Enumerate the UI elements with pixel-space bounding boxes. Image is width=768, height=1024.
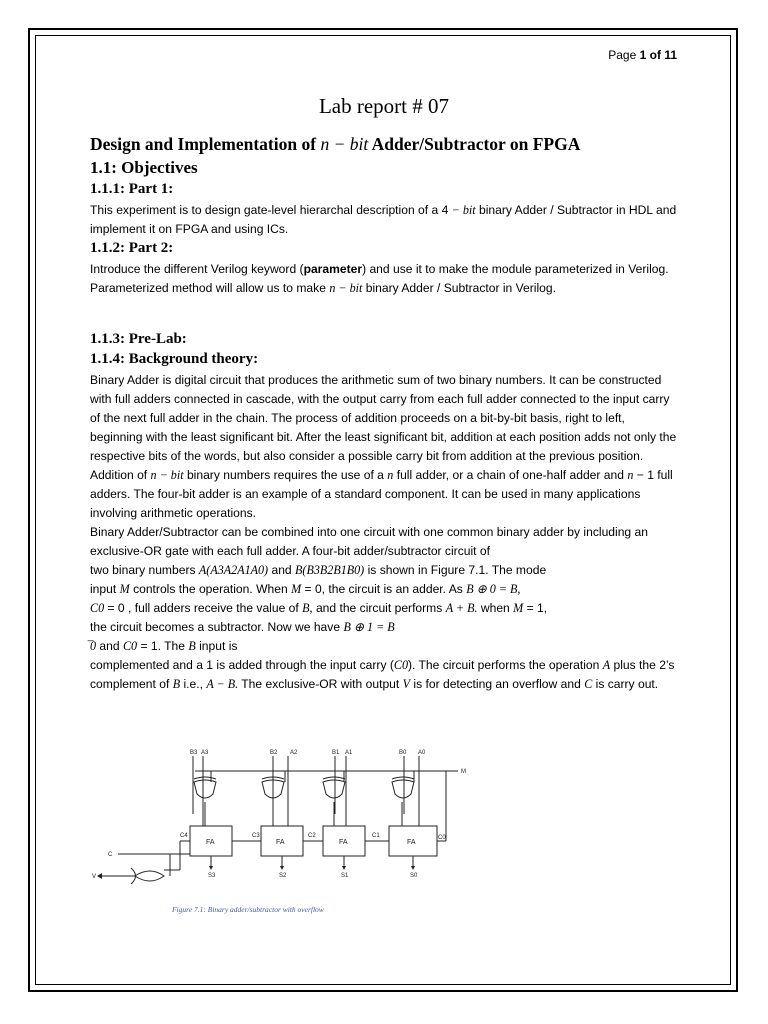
- carry-label-c4: C4: [180, 833, 188, 839]
- part1-text: This experiment is to design gate-level hierarchal description of a 4 − bit binary Adder / Subtractor in HDL and implement it on FPGA and using ICs.: [90, 203, 677, 236]
- background-heading: 1.1.4: Background theory:: [90, 351, 259, 367]
- xor-gate-1: [323, 780, 345, 798]
- carry-out-label: C: [108, 852, 113, 858]
- carry-label-c2: C2: [308, 833, 316, 839]
- sum-label-s1: S1: [341, 873, 349, 879]
- input-label-a1: A1: [345, 750, 353, 756]
- sum-label-s0: S0: [410, 873, 418, 879]
- figure-caption: Figure 7.1: Binary adder/subtractor with overflow: [172, 905, 324, 914]
- input-label-b0: B0: [399, 750, 407, 756]
- background-text: [90, 371, 680, 694]
- full-adder-label: FA: [276, 839, 285, 846]
- xor-gate-0: [392, 780, 414, 798]
- input-label-b2: B2: [270, 750, 278, 756]
- sum-label-s3: S3: [208, 873, 216, 879]
- xor-gate-3: [194, 780, 216, 798]
- carry-label-c3: C3: [252, 833, 260, 839]
- full-adder-label: FA: [339, 839, 348, 846]
- carry-label-c0: C0: [438, 835, 446, 841]
- main-heading: Design and Implementation of n − bit Adder/Subtractor on FPGA: [90, 134, 581, 154]
- objectives-heading: 1.1: Objectives: [90, 158, 198, 177]
- part2-text: Introduce the different Verilog keyword (parameter) and use it to make the module parameterized in Verilog. Parameterized method will allow us to make n − bit binary Adder / Subtractor in Verilog.: [90, 262, 669, 295]
- input-label-b1: B1: [332, 750, 340, 756]
- input-label-a3: A3: [201, 750, 209, 756]
- overflow-xor-gate: [135, 871, 164, 881]
- sum-label-s2: S2: [279, 873, 287, 879]
- input-label-a0: A0: [418, 750, 426, 756]
- full-adder-label: FA: [206, 839, 215, 846]
- prelab-heading: 1.1.3: Pre-Lab:: [90, 331, 187, 347]
- adder-subtractor-diagram: [80, 742, 480, 926]
- full-adder-label: FA: [407, 839, 416, 846]
- part1-heading: 1.1.1: Part 1:: [90, 181, 174, 197]
- report-title: Lab report # 07: [318, 94, 450, 118]
- background-paragraph-1: Binary Adder is digital circuit that produces the arithmetic sum of two binary numbers. It can be constructed with full adders connected in cascade, with the output carry from each full adder connected to the input carry of the next full adder in the chain. The process of addition proceeds on a bit-by-bit basis, right to left, beginning with the least significant bit. After the least significant bit, addition at each position adds not only the respective bits of the words, but also consider a possible carry bit from addition at the previous position. Addition of n − bit binary numbers requires the use of a n full adder, or a chain of one-half adder and n − 1 full adders. The four-bit adder is an example of a standard component. It can be used in many applications involving arithmetic operations.: [90, 373, 677, 520]
- mode-label: M: [461, 769, 466, 775]
- part2-heading: 1.1.2: Part 2:: [90, 240, 174, 256]
- page-number: Page 1 of 11: [608, 48, 677, 62]
- input-label-b3: B3: [190, 750, 198, 756]
- carry-label-c1: C1: [372, 833, 380, 839]
- background-paragraph-2: Binary Adder/Subtractor can be combined into one circuit with one common binary adder by including an exclusive-OR gate with each full adder. A four-bit adder/subtractor circuit of two binary numbers A(A3A2A1A0) and B(B3B2B1B0) is shown in Figure 7.1. The mode input M controls the operation. When M = 0, the circuit is an adder. As B ⊕ 0 = B, C0 = 0 , full adders receive the value of B, and the circuit performs A + B. when M = 1, the circuit becomes a subtractor. Now we have B ⊕ 1 = B ̅0 and C0 = 1. The B input is complemented and a 1 is added through the input carry (C0). The circuit performs the operation A plus the 2’s complement of B i.e., A − B. The exclusive-OR with output V is for detecting an overflow and C is carry out.: [90, 525, 675, 691]
- input-label-a2: A2: [290, 750, 298, 756]
- overflow-label: V: [92, 874, 97, 880]
